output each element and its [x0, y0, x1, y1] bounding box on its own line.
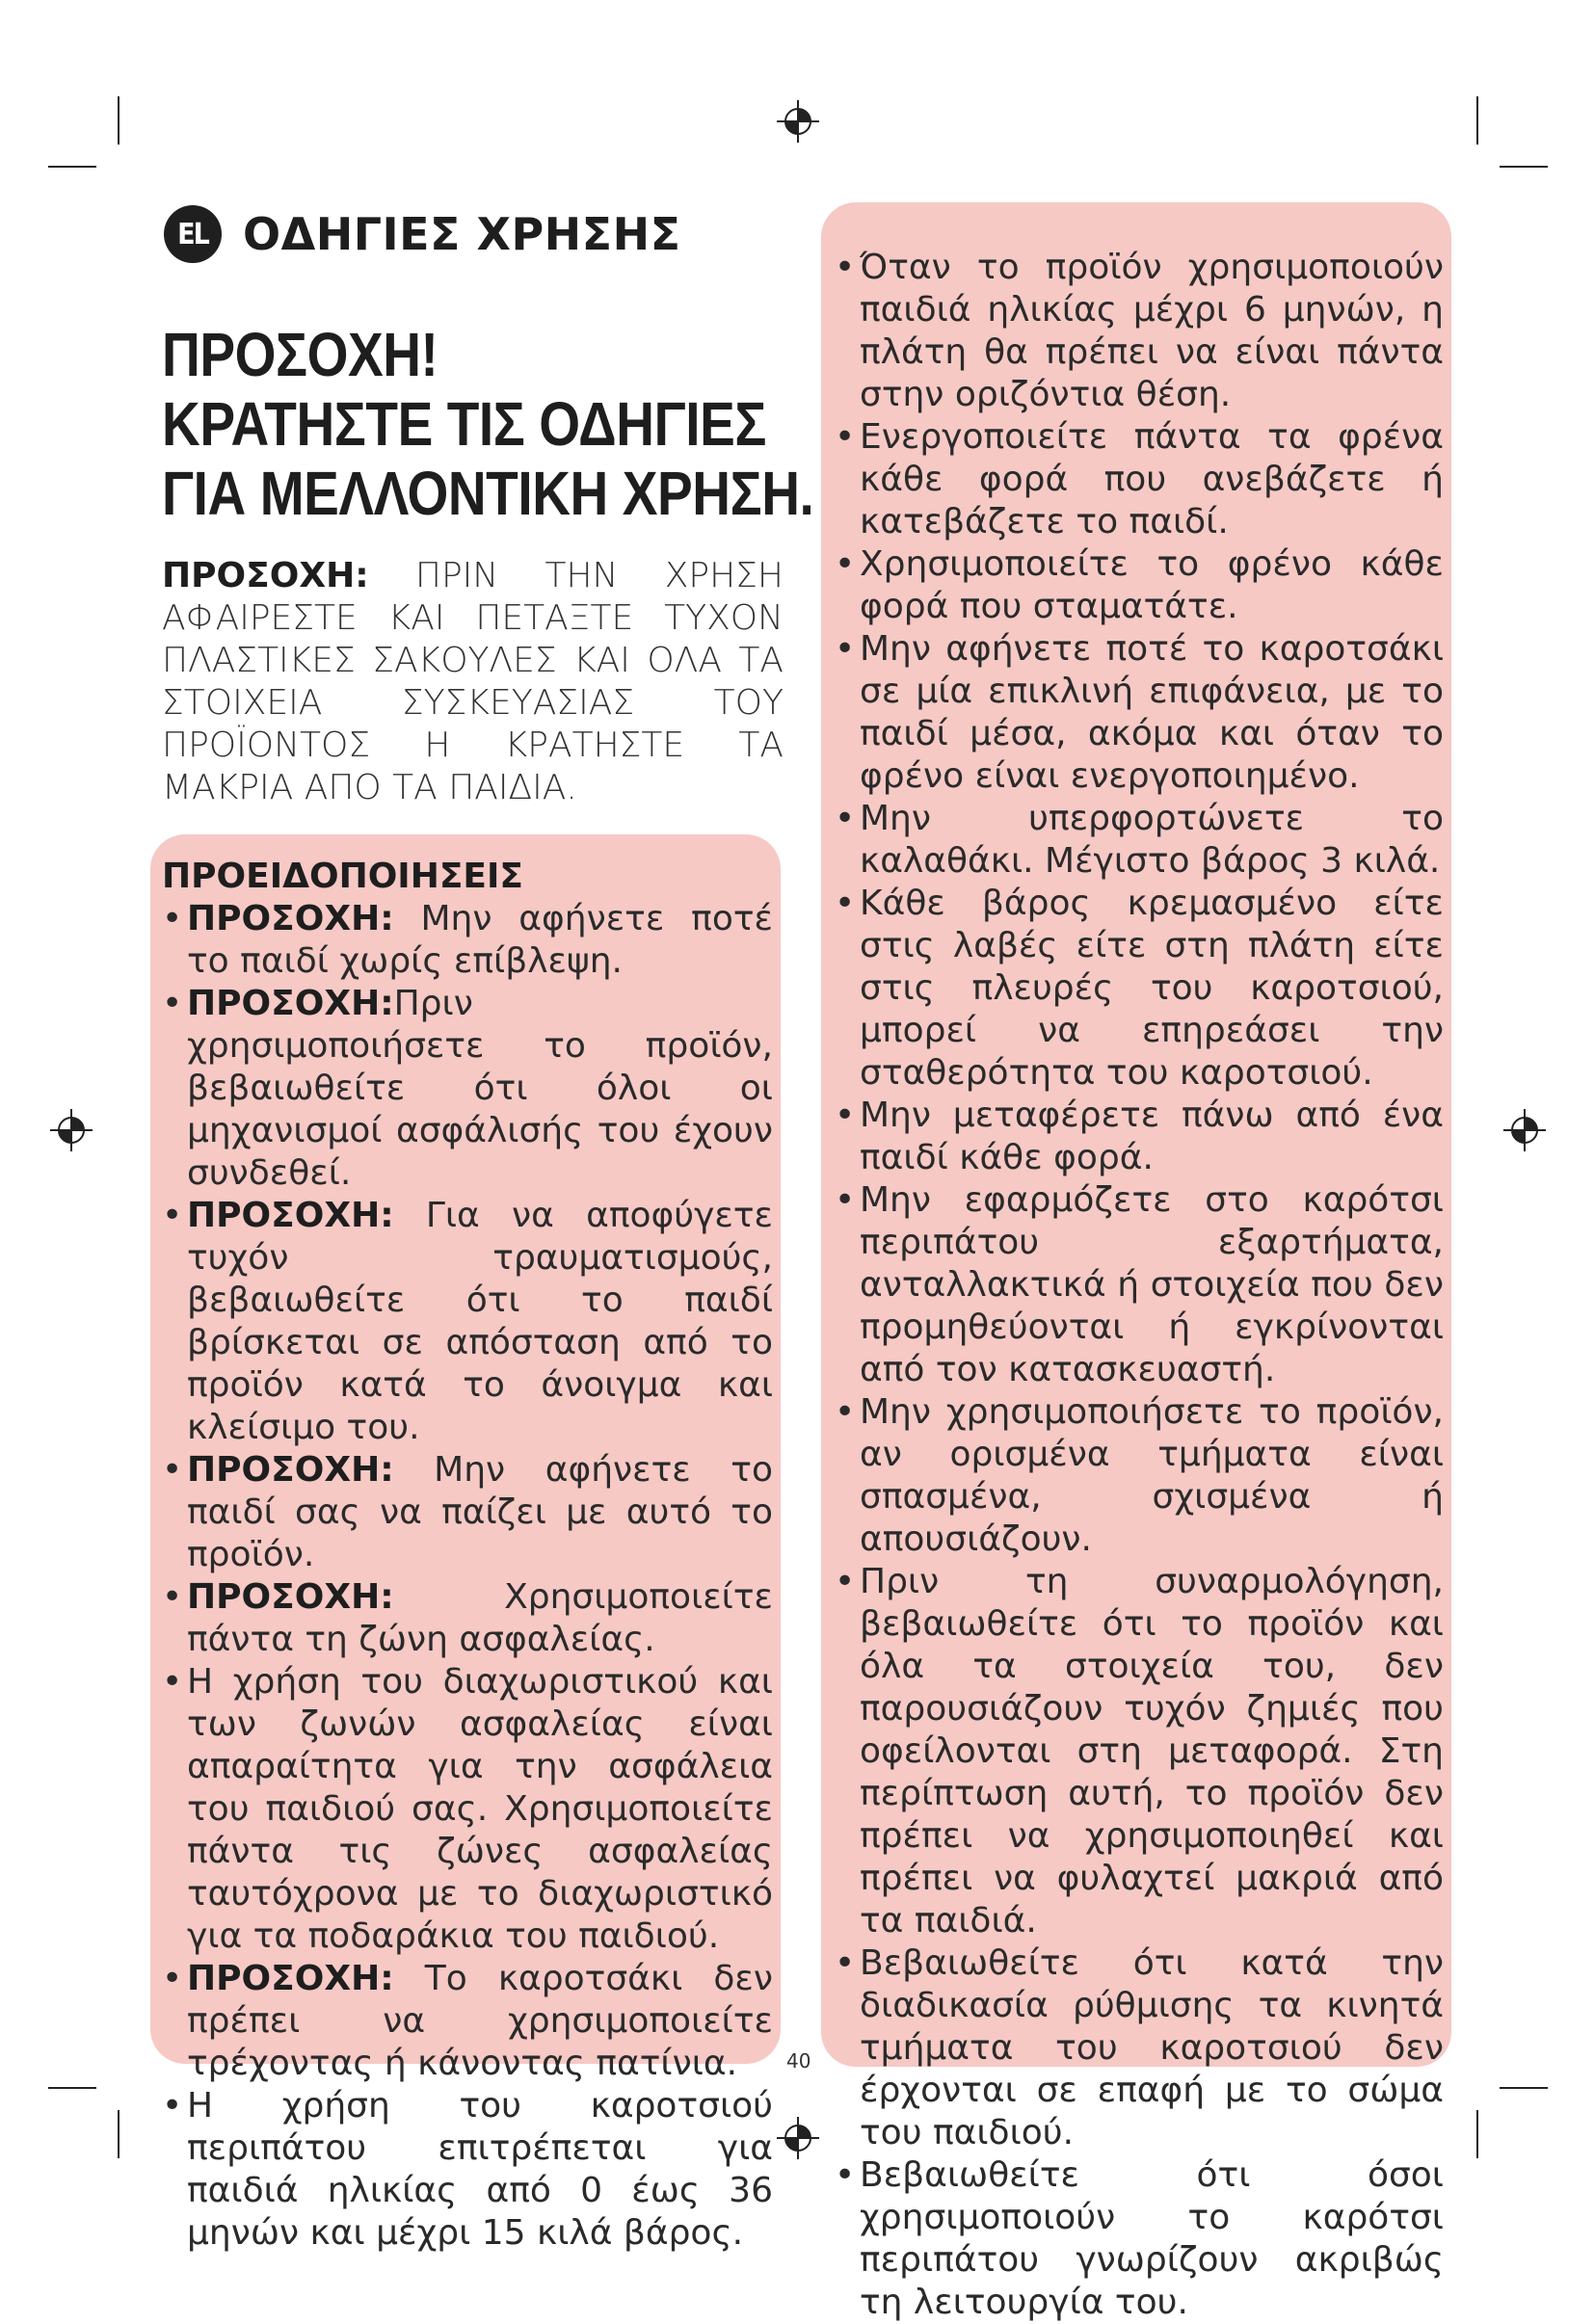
item-text: Πριν χρησιμοποιήσετε το προϊόν, βεβαιωθείτε ότι όλοι οι μηχανισμοί ασφάλισής του έχουν συνδεθεί. [187, 984, 773, 1193]
page-number: 40 [786, 2049, 811, 2073]
registration-mark-icon [777, 2117, 819, 2159]
main-title-line: ΚΡΑΤΗΣΤΕ ΤΙΣ ΟΔΗΓΙΕΣ [162, 389, 766, 459]
list-item [835, 628, 1444, 798]
item-text: Χρησιμοποιείτε το φρένο κάθε φορά που σταματάτε. [860, 544, 1444, 626]
item-text: Ενεργοποιείτε πάντα τα φρένα κάθε φορά που ανεβάζετε ή κατεβάζετε το παιδί. [860, 417, 1444, 541]
list-item [835, 1391, 1444, 1561]
list-item [162, 898, 773, 983]
registration-mark-icon [777, 100, 819, 143]
warning-label: ΠΡΟΣΟΧΗ: [187, 984, 394, 1023]
crop-mark-icon [48, 166, 96, 168]
item-text: Μην αφήνετε το παιδί σας να παίζει με αυτό το προϊόν. [187, 1450, 773, 1574]
bullet-icon: • [835, 1180, 856, 1220]
list-item [835, 1179, 1444, 1391]
intro-label: ΠΡΟΣΟΧΗ: [162, 556, 369, 595]
item-text: Μην αφήνετε ποτέ το καροτσάκι σε μία επικλινή επιφάνεια, με το παιδί μέσα, ακόμα και όταν το φρένο είναι ενεργοποιημένο. [860, 629, 1444, 796]
bullet-icon: • [162, 984, 183, 1023]
list-item [162, 1576, 773, 1661]
bullet-icon: • [162, 1196, 183, 1235]
bullet-icon: • [162, 1450, 183, 1490]
warning-label: ΠΡΟΣΟΧΗ: [187, 1577, 394, 1617]
list-item [835, 247, 1444, 416]
item-text: Βεβαιωθείτε ότι όσοι χρησιμοποιούν το καρότσι περιπάτου γνωρίζουν ακριβώς τη λειτουργία του. [860, 2155, 1444, 2322]
list-item [162, 1195, 773, 1449]
crop-mark-icon [1476, 2110, 1478, 2158]
crop-mark-icon [118, 96, 120, 145]
crop-mark-icon [1500, 166, 1548, 168]
bullet-icon: • [835, 1096, 856, 1135]
warnings-title: ΠΡΟΕΙΔΟΠΟΙΗΣΕΙΣ [162, 857, 523, 896]
bullet-icon: • [835, 799, 856, 838]
list-item [162, 2085, 773, 2255]
bullet-icon: • [162, 2086, 183, 2126]
item-text: Κάθε βάρος κρεμασμένο είτε στις λαβές είτε στη πλάτη είτε στις πλευρές του καροτσιού, μπορεί να επηρεάσει την σταθερότητα του καροτσιού. [860, 884, 1444, 1093]
registration-mark-icon [50, 1109, 93, 1151]
item-text: Για να αποφύγετε τυχόν τραυματισμούς, βεβαιωθείτε ότι το παιδί βρίσκεται σε απόσταση από το προϊόν κατά το άνοιγμα και κλείσιμο του. [187, 1196, 773, 1447]
warning-label: ΠΡΟΣΟΧΗ: [187, 899, 394, 938]
item-text: Η χρήση του διαχωριστικού και των ζωνών ασφαλείας είναι απαραίτητα για την ασφάλεια του παιδιού σας. Χρησιμοποιείτε πάντα τις ζώνες ασφαλείας ταυτόχρονα με το διαχωριστικό για τα ποδαράκια του παιδιού. [187, 1662, 773, 1956]
bullet-icon: • [835, 544, 856, 584]
bullet-icon: • [835, 1392, 856, 1432]
main-title-line: ΠΡΟΣΟΧΗ! [162, 320, 438, 389]
registration-mark-icon [1503, 1109, 1546, 1151]
bullet-icon: • [162, 1577, 183, 1617]
item-text: Πριν τη συναρμολόγηση, βεβαιωθείτε ότι το προϊόν και όλα τα στοιχεία του, δεν παρουσιάζουν τυχόν ζημιές που οφείλονται στη μεταφορά. Στη περίπτωση αυτή, το προϊόν δεν πρέπει να χρησιμοποιηθεί και πρέπει να φυλαχτεί μακριά από τα παιδιά. [860, 1562, 1444, 1941]
item-text: Όταν το προϊόν χρησιμοποιούν παιδιά ηλικίας μέχρι 6 μηνών, η πλάτη θα πρέπει να είναι πάντα στην οριζόντια θέση. [860, 248, 1444, 414]
item-text: Μην υπερφορτώνετε το καλαθάκι. Μέγιστο βάρος 3 κιλά. [860, 799, 1444, 881]
list-item [162, 1661, 773, 1958]
item-text: Το καροτσάκι δεν πρέπει να χρησιμοποιείτε τρέχοντας ή κάνοντας πατίνια. [187, 1959, 773, 2083]
list-item [835, 1095, 1444, 1179]
list-item [835, 1561, 1444, 1942]
intro-text: ΠΡΙΝ ΤΗΝ ΧΡΗΣΗ ΑΦΑΙΡΕΣΤΕ ΚΑΙ ΠΕΤΑΞΤΕ ΤΥΧΟΝ ΠΛΑΣΤΙΚΕΣ ΣΑΚΟΥΛΕΣ ΚΑΙ ΟΛΑ ΤΑ ΣΤΟΙΧΕΙΑ ΣΥΣΚΕΥΑΣΙΑΣ ΤΟΥ ΠΡΟΪΟΝΤΟΣ Η ΚΡΑΤΗΣΤΕ ΤΑ ΜΑΚΡΙΑ ΑΠΟ ΤΑ ΠΑΙΔΙΑ. [162, 556, 784, 807]
list-item [835, 883, 1444, 1095]
list-item [835, 798, 1444, 883]
bullet-icon: • [162, 899, 183, 938]
intro-paragraph [162, 555, 784, 809]
bullet-icon: • [162, 1662, 183, 1702]
instructions-section [835, 247, 1444, 2324]
item-text: Μην χρησιμοποιήσετε το προϊόν, αν ορισμένα τμήματα είναι σπασμένα, σχισμένα ή απουσιάζουν. [860, 1392, 1444, 1559]
bullet-icon: • [835, 1943, 856, 1983]
crop-mark-icon [48, 2087, 96, 2089]
main-title-line: ΓΙΑ ΜΕΛΛΟΝΤΙΚΗ ΧΡΗΣΗ. [162, 459, 814, 528]
list-item [162, 1958, 773, 2085]
item-text: Η χρήση του καροτσιού περιπάτου επιτρέπεται για παιδιά ηλικίας από 0 έως 36 μηνών και μέχρι 15 κιλά βάρος. [187, 2086, 773, 2253]
list-item [835, 543, 1444, 628]
warning-label: ΠΡΟΣΟΧΗ: [187, 1450, 394, 1490]
bullet-icon: • [835, 1562, 856, 1601]
bullet-icon: • [835, 884, 856, 923]
language-badge: EL [164, 205, 222, 263]
page-header [164, 205, 681, 263]
crop-mark-icon [1500, 2087, 1548, 2089]
header-title: ΟΔΗΓΙΕΣ ΧΡΗΣΗΣ [243, 208, 681, 260]
list-item [835, 2154, 1444, 2324]
bullet-icon: • [835, 629, 856, 669]
bullet-icon: • [835, 2155, 856, 2195]
warning-label: ΠΡΟΣΟΧΗ: [187, 1196, 394, 1235]
warning-label: ΠΡΟΣΟΧΗ: [187, 1959, 394, 1998]
warnings-section [162, 856, 773, 2255]
item-text: Μην αφήνετε ποτέ το παιδί χωρίς επίβλεψη. [187, 899, 773, 981]
list-item [162, 983, 773, 1195]
item-text: Χρησιμοποιείτε πάντα τη ζώνη ασφαλείας. [187, 1577, 773, 1659]
main-title [162, 320, 814, 528]
list-item [162, 1449, 773, 1576]
bullet-icon: • [835, 417, 856, 457]
item-text: Βεβαιωθείτε ότι κατά την διαδικασία ρύθμισης τα κινητά τμήματα του καροτσιού δεν έρχονται σε επαφή με το σώμα του παιδιού. [860, 1943, 1444, 2152]
crop-mark-icon [118, 2110, 120, 2158]
bullet-icon: • [162, 1959, 183, 1998]
item-text: Μην εφαρμόζετε στο καρότσι περιπάτου εξαρτήματα, ανταλλακτικά ή στοιχεία που δεν προμηθεύονται ή εγκρίνονται από τον κατασκευαστή. [860, 1180, 1444, 1389]
item-text: Μην μεταφέρετε πάνω από ένα παιδί κάθε φορά. [860, 1096, 1444, 1177]
list-item [835, 1942, 1444, 2154]
list-item [835, 416, 1444, 543]
crop-mark-icon [1476, 96, 1478, 145]
bullet-icon: • [835, 248, 856, 287]
